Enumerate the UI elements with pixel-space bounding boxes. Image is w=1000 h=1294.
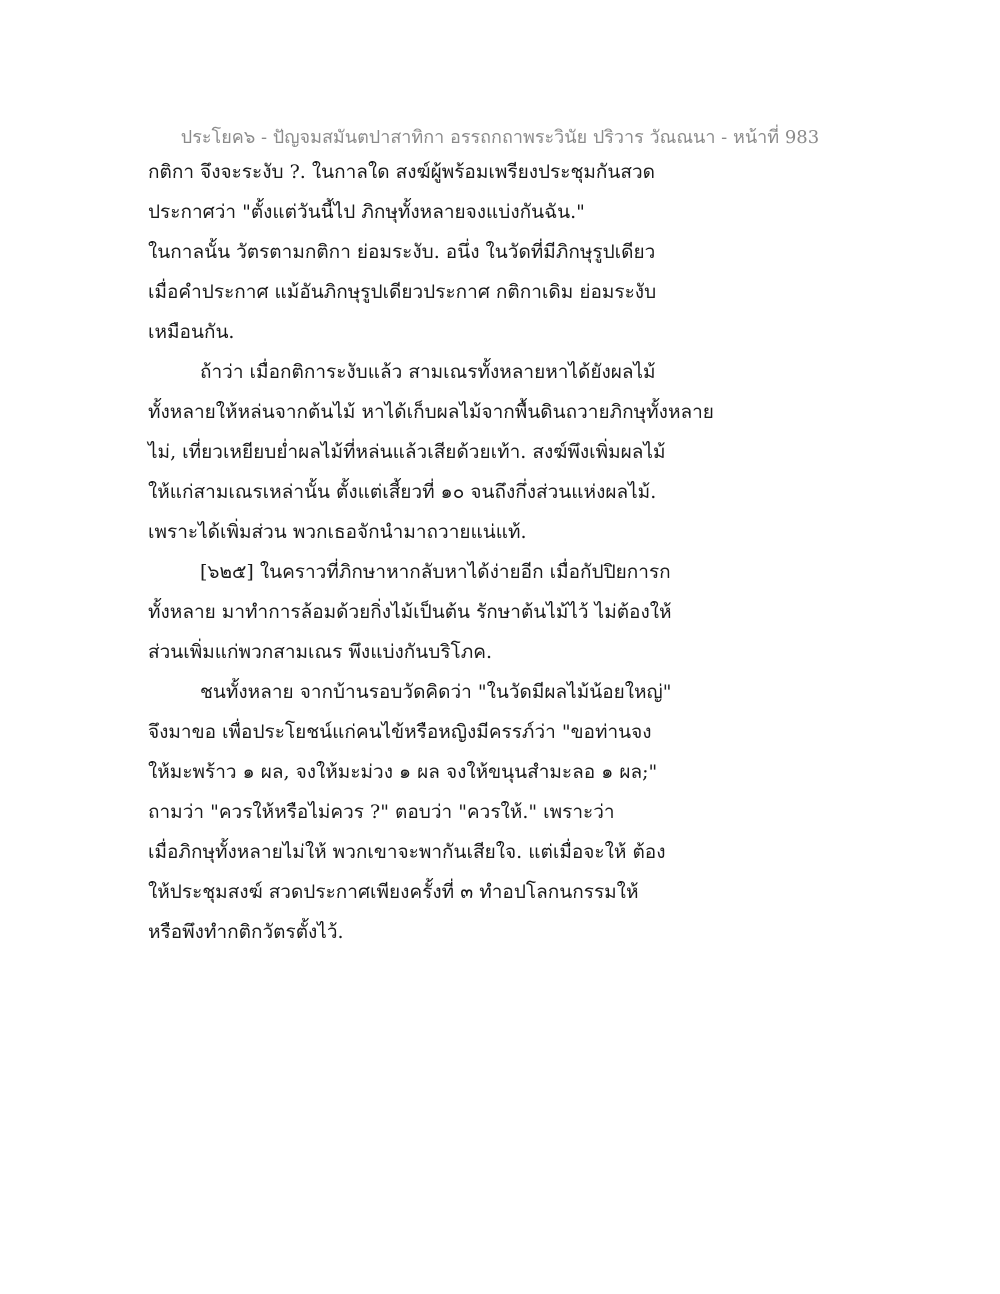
text-line: เพราะได้เพิ่มส่วน พวกเธอจักนํามาถวายแน่แท้. [148, 521, 527, 543]
text-line: ไม่, เที่ยวเหยียบย่ำผลไม้ที่หล่นแล้วเสียด้วยเท้า. สงฆ์พึงเพิ่มผลไม้ [148, 441, 666, 463]
text-line: ทั้งหลาย มาทําการล้อมด้วยกิ่งไม้เป็นต้น รักษาต้นไม้ไว้ ไม่ต้องให้ [148, 601, 672, 623]
paragraph-start-line: ถ้าว่า เมื่อกติการะงับแล้ว สามเณรทั้งหลายหาได้ยังผลไม้ [200, 361, 656, 383]
text-line: เหมือนกัน. [148, 321, 235, 343]
running-header: ประโยค๖ - ปัญจมสมันตปาสาทิกา อรรถกถาพระวินัย ปริวาร วัณณนา - หน้าที่ 983 [180, 127, 820, 148]
text-line: ประกาศว่า "ตั้งแต่วันนี้ไป ภิกษุทั้งหลายจงแบ่งกันฉัน." [148, 201, 585, 223]
text-line: กติกา จึงจะระงับ ?. ในกาลใด สงฆ์ผู้พร้อมเพรียงประชุมกันสวด [148, 161, 655, 183]
paragraph-start-line: ชนทั้งหลาย จากบ้านรอบวัดคิดว่า "ในวัดมีผลไม้น้อยใหญ่" [200, 681, 672, 703]
paragraph-start-line: [๖๒๕] ในคราวที่ภิกษาหากลับหาได้ง่ายอีก เมื่อกัปปิยการก [200, 561, 671, 583]
text-line: ในกาลนั้น วัตรตามกติกา ย่อมระงับ. อนึ่ง ในวัดที่มีภิกษุรูปเดียว [148, 241, 656, 263]
text-line: จึงมาขอ เพื่อประโยชน์แก่คนไข้หรือหญิงมีครรภ์ว่า "ขอท่านจง [148, 721, 652, 743]
text-line: ให้ประชุมสงฆ์ สวดประกาศเพียงครั้งที่ ๓ ทําอปโลกนกรรมให้ [148, 881, 639, 903]
text-line: หรือพึงทํากติกวัตรตั้งไว้. [148, 921, 344, 943]
text-line: ทั้งหลายให้หล่นจากต้นไม้ หาได้เก็บผลไม้จากพื้นดินถวายภิกษุทั้งหลาย [148, 401, 714, 423]
text-line: ส่วนเพิ่มแก่พวกสามเณร พึงแบ่งกันบริโภค. [148, 641, 493, 663]
text-line: ให้แก่สามเณรเหล่านั้น ตั้งแต่เสี้ยวที่ ๑๐ จนถึงกึ่งส่วนแห่งผลไม้. [148, 481, 657, 503]
text-line: เมื่อคําประกาศ แม้อันภิกษุรูปเดียวประกาศ กติกาเดิม ย่อมระงับ [148, 281, 657, 303]
body-text [148, 152, 868, 952]
text-line: เมื่อภิกษุทั้งหลายไม่ให้ พวกเขาจะพากันเสียใจ. แต่เมื่อจะให้ ต้อง [148, 841, 666, 863]
text-line: ให้มะพร้าว ๑ ผล, จงให้มะม่วง ๑ ผล จงให้ขนุนสํามะลอ ๑ ผล;" [148, 761, 658, 783]
text-line: ถามว่า "ควรให้หรือไม่ควร ?" ตอบว่า "ควรให้." เพราะว่า [148, 801, 615, 823]
